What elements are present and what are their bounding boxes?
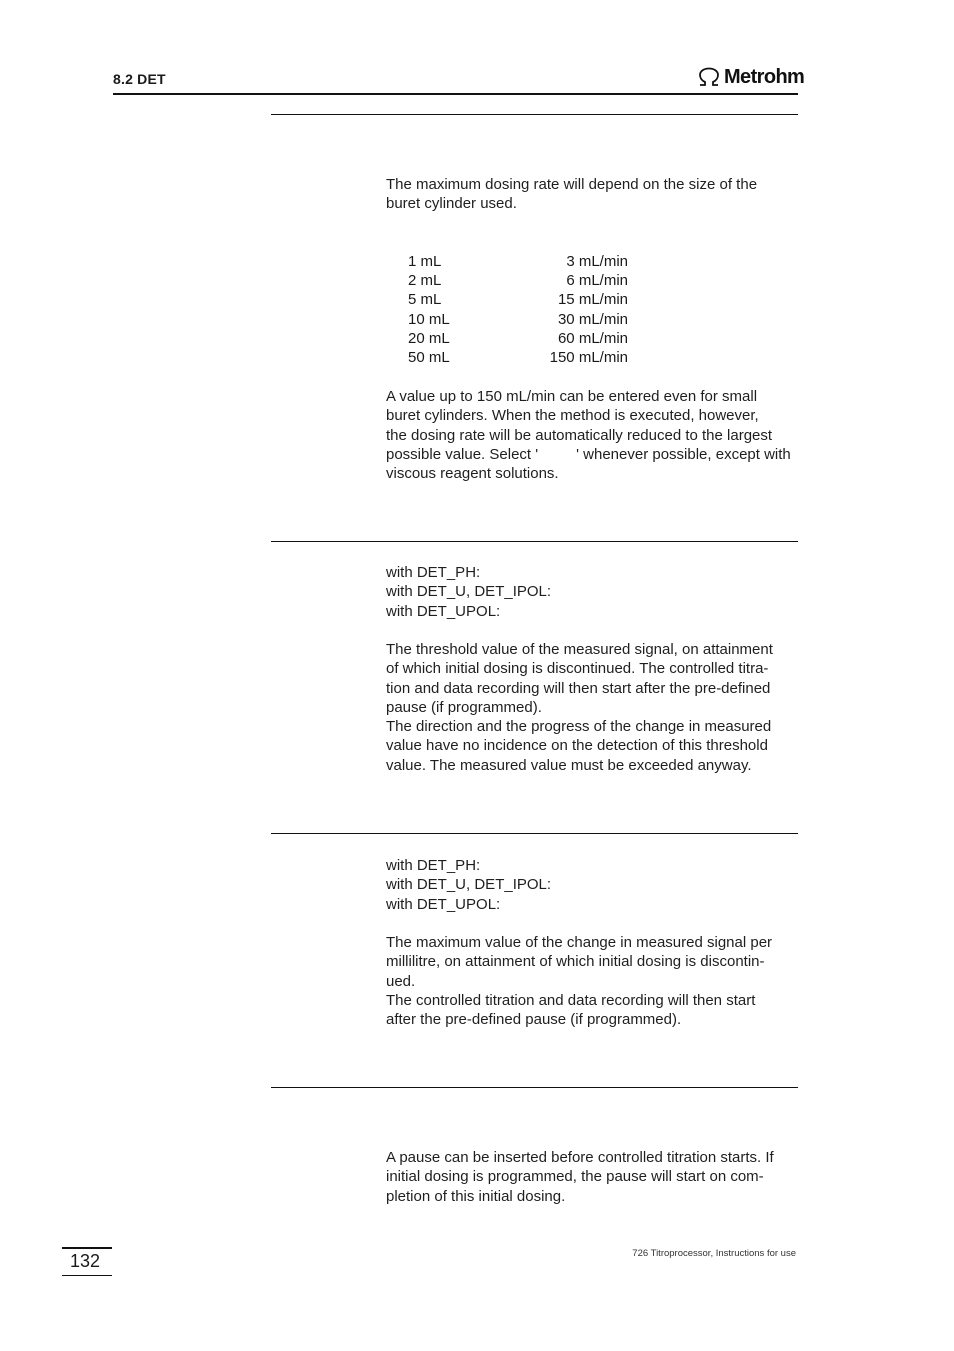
text-line: of which initial dosing is discontinued. The controlled titra- — [386, 660, 769, 678]
text-line: millilitre, on attainment of which initial dosing is discontin- — [386, 953, 765, 971]
slope-modes — [386, 856, 801, 914]
text-line: pletion of this initial dosing. — [386, 1187, 566, 1205]
buret-size: 2 mL — [408, 272, 442, 290]
text-line: pause (if programmed). — [386, 698, 542, 716]
section-divider — [271, 114, 798, 115]
slope-description — [386, 933, 801, 1029]
text-line: buret cylinder used. — [386, 195, 517, 213]
buret-size: 10 mL — [408, 310, 450, 328]
mode-label: with DET_UPOL: — [386, 602, 501, 620]
max-rate: 150 mL/min — [549, 349, 628, 367]
text-line: viscous reagent solutions. — [386, 465, 559, 483]
text-line: value. The measured value must be exceeded anyway. — [386, 756, 752, 774]
threshold-description — [386, 640, 801, 775]
mode-label: with DET_PH: — [386, 857, 481, 874]
rate-intro — [386, 175, 801, 214]
page-number: 132 — [70, 1251, 101, 1271]
text-line: A value up to 150 mL/min can be entered even for small — [386, 388, 758, 405]
text-line: initial dosing is programmed, the pause will start on com- — [386, 1168, 764, 1186]
mode-label: with DET_PH: — [386, 564, 481, 581]
max-rate: 3 mL/min — [566, 253, 628, 270]
metrohm-logo — [697, 64, 804, 90]
select-prefix: possible value. Select ' — [386, 445, 539, 463]
table-row — [408, 271, 628, 290]
mode-label: with DET_U, DET_IPOL: — [386, 876, 552, 894]
header-rule — [113, 93, 798, 95]
text-line: the dosing rate will be automatically reduced to the largest — [386, 426, 773, 444]
buret-size: 5 mL — [408, 291, 442, 309]
text-line: value have no incidence on the detection of this threshold — [386, 737, 768, 755]
threshold-modes — [386, 563, 801, 621]
dosing-rate-table — [408, 252, 628, 367]
text-line: buret cylinders. When the method is executed, however, — [386, 407, 759, 425]
section-divider — [271, 1087, 798, 1088]
table-row — [408, 348, 628, 367]
pause-description — [386, 1148, 801, 1206]
max-rate: 15 mL/min — [557, 291, 628, 309]
text-line: The maximum dosing rate will depend on the size of the — [386, 176, 758, 193]
max-rate: 60 mL/min — [557, 329, 628, 347]
table-row — [408, 310, 628, 329]
logo-wordmark: Metrohm — [724, 65, 805, 88]
omega-icon — [697, 67, 721, 87]
mode-label: with DET_U, DET_IPOL: — [386, 583, 552, 601]
page-number-rule-bottom — [62, 1275, 112, 1276]
table-row — [408, 252, 628, 271]
text-line: tion and data recording will then start after the pre-defined — [386, 679, 771, 697]
text-line: A pause can be inserted before controlled titration starts. If — [386, 1149, 774, 1166]
select-suffix: ' whenever possible, except with — [576, 445, 791, 463]
table-row — [408, 329, 628, 348]
max-rate: 30 mL/min — [557, 310, 628, 328]
buret-size: 1 mL — [408, 253, 442, 270]
buret-size: 20 mL — [408, 329, 450, 347]
text-line: The maximum value of the change in measured signal per — [386, 934, 773, 951]
section-divider — [271, 541, 798, 542]
text-line — [386, 445, 801, 464]
text-line: The threshold value of the measured signal, on attainment — [386, 641, 773, 658]
section-heading: 8.2 DET — [113, 71, 166, 87]
document-title: 726 Titroprocessor, Instructions for use — [632, 1248, 796, 1259]
text-line: The direction and the progress of the change in measured — [386, 718, 772, 736]
text-line: ued. — [386, 972, 416, 990]
rate-note — [386, 387, 801, 483]
text-line: after the pre-defined pause (if programmed). — [386, 1011, 682, 1029]
table-row — [408, 290, 628, 309]
section-divider — [271, 833, 798, 834]
text-line: The controlled titration and data recording will then start — [386, 991, 756, 1009]
max-rate: 6 mL/min — [566, 272, 628, 290]
page-number-rule-top — [62, 1247, 112, 1249]
buret-size: 50 mL — [408, 349, 450, 367]
mode-label: with DET_UPOL: — [386, 895, 501, 913]
